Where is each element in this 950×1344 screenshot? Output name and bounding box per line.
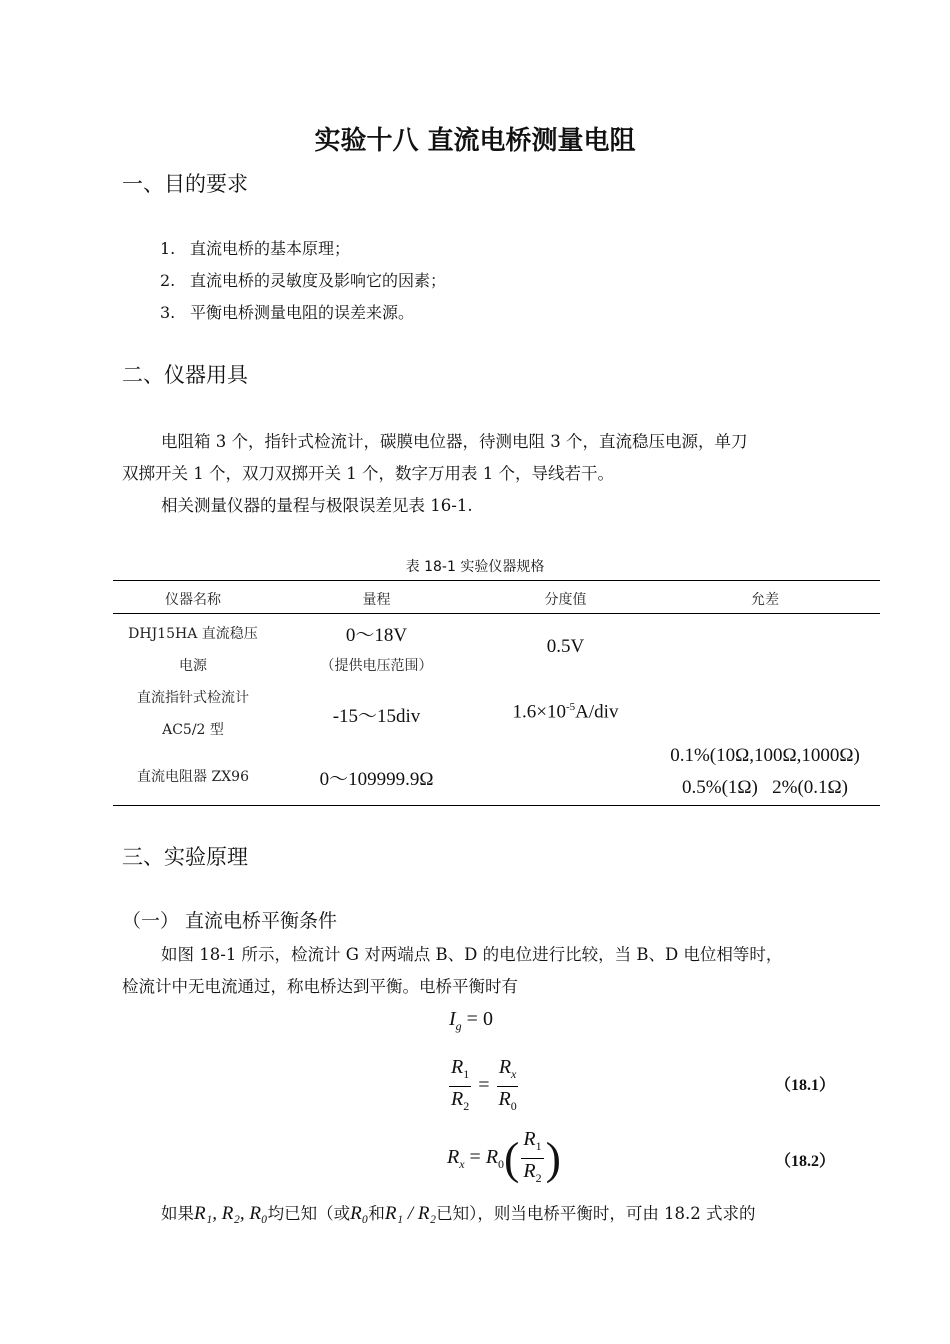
- list-item-number: 1.: [160, 239, 176, 258]
- list-item: [160, 236, 350, 259]
- equation-rhs: = 0: [466, 1008, 493, 1030]
- section-heading-instruments: 二、仪器用具: [122, 363, 248, 387]
- list-item: [160, 268, 446, 291]
- table-header-rule: [113, 613, 880, 614]
- text-segment: 如果: [161, 1204, 194, 1223]
- list-item: [160, 300, 414, 323]
- table-header-range: 量程: [362, 592, 391, 608]
- table-cell-tolerance: 0.1%(10Ω,100Ω,1000Ω): [670, 745, 860, 766]
- equation-number: （18.1）: [775, 1077, 836, 1094]
- equation-symbol: I: [449, 1008, 456, 1030]
- text-segment: 和: [368, 1204, 385, 1223]
- table-cell-range: 0～18V: [345, 625, 408, 646]
- math-symbol: R₀: [350, 1203, 369, 1224]
- principle-text-line-1: 如图 18-1 所示，检流计 G 对两端点 B、D 的电位进行比较，当 B、D 电位相等时，: [161, 945, 783, 964]
- table-cell-name: DHJ15HA 直流稳压: [128, 626, 258, 642]
- subsection-heading: （一） 直流电桥平衡条件: [122, 910, 338, 932]
- list-item-text: 直流电桥的基本原理；: [190, 239, 351, 258]
- list-item-text: 直流电桥的灵敏度及影响它的因素；: [190, 271, 447, 290]
- section-heading-principle: 三、实验原理: [122, 845, 248, 869]
- table-cell-range: 0～109999.9Ω: [319, 769, 434, 790]
- table-caption: 表 18-1 实验仪器规格: [405, 559, 545, 575]
- table-cell-name: 直流指针式检流计: [137, 690, 249, 706]
- table-bottom-rule: [113, 805, 880, 806]
- table-header-tolerance: 允差: [751, 592, 779, 608]
- division-unit: A/div: [575, 701, 619, 723]
- text-segment: 已知），则当电桥平衡时，可由 18.2 式求的: [436, 1204, 756, 1223]
- table-header-name: 仪器名称: [165, 592, 221, 608]
- table-cell-name: 电源: [179, 658, 207, 674]
- table-cell-name: AC5/2 型: [162, 722, 224, 738]
- equation-number: （18.2）: [775, 1153, 836, 1170]
- table-cell-name: 直流电阻器 ZX96: [137, 769, 249, 785]
- instruments-text-line-3: 相关测量仪器的量程与极限误差见表 16-1.: [161, 496, 473, 515]
- equation-subscript: g: [455, 1019, 462, 1033]
- list-item-text: 平衡电桥测量电阻的误差来源。: [190, 303, 415, 322]
- table-cell-range: -15～15div: [332, 706, 421, 727]
- division-base: 1.6×10: [512, 701, 566, 723]
- table-header-division: 分度值: [544, 592, 587, 608]
- equation-18-1: $\frac{R_1}{R_2}$ = $\frac{R_x}{R_0}$: [451, 1056, 517, 1113]
- principle-text-line-3: [161, 1200, 756, 1225]
- list-item-number: 3.: [160, 303, 176, 322]
- text-segment: 均已知（或: [267, 1204, 351, 1223]
- table-cell-tolerance: 0.5%(1Ω) 2%(0.1Ω): [682, 777, 848, 798]
- instruments-text-line-1: 电阻箱 3 个，指针式检流计，碳膜电位器，待测电阻 3 个，直流稳压电源，单刀: [161, 432, 748, 451]
- division-exponent: -5: [566, 701, 576, 713]
- list-item-number: 2.: [160, 271, 176, 290]
- instruments-text-line-2: 双掷开关 1 个，双刀双掷开关 1 个，数字万用表 1 个，导线若干。: [122, 464, 614, 483]
- table-cell-division: [488, 701, 643, 723]
- page-title: 实验十八 直流电桥测量电阻: [314, 126, 636, 156]
- table-cell-range-note: （提供电压范围）: [320, 658, 433, 674]
- principle-text-line-2: 检流计中无电流通过，称电桥达到平衡。电桥平衡时有: [122, 977, 518, 996]
- section-heading-objectives: 一、目的要求: [122, 172, 248, 196]
- table-top-rule: [113, 580, 880, 581]
- math-ratio: R₁ / R₂: [384, 1203, 437, 1224]
- table-cell-division: 0.5V: [546, 636, 585, 657]
- math-symbols: R₁, R₂, R₀: [194, 1203, 268, 1224]
- equation-ig: [449, 1008, 493, 1034]
- equation-18-2: $R_x = R_0$( $\frac{R_1}{R_2}$ ): [447, 1128, 561, 1185]
